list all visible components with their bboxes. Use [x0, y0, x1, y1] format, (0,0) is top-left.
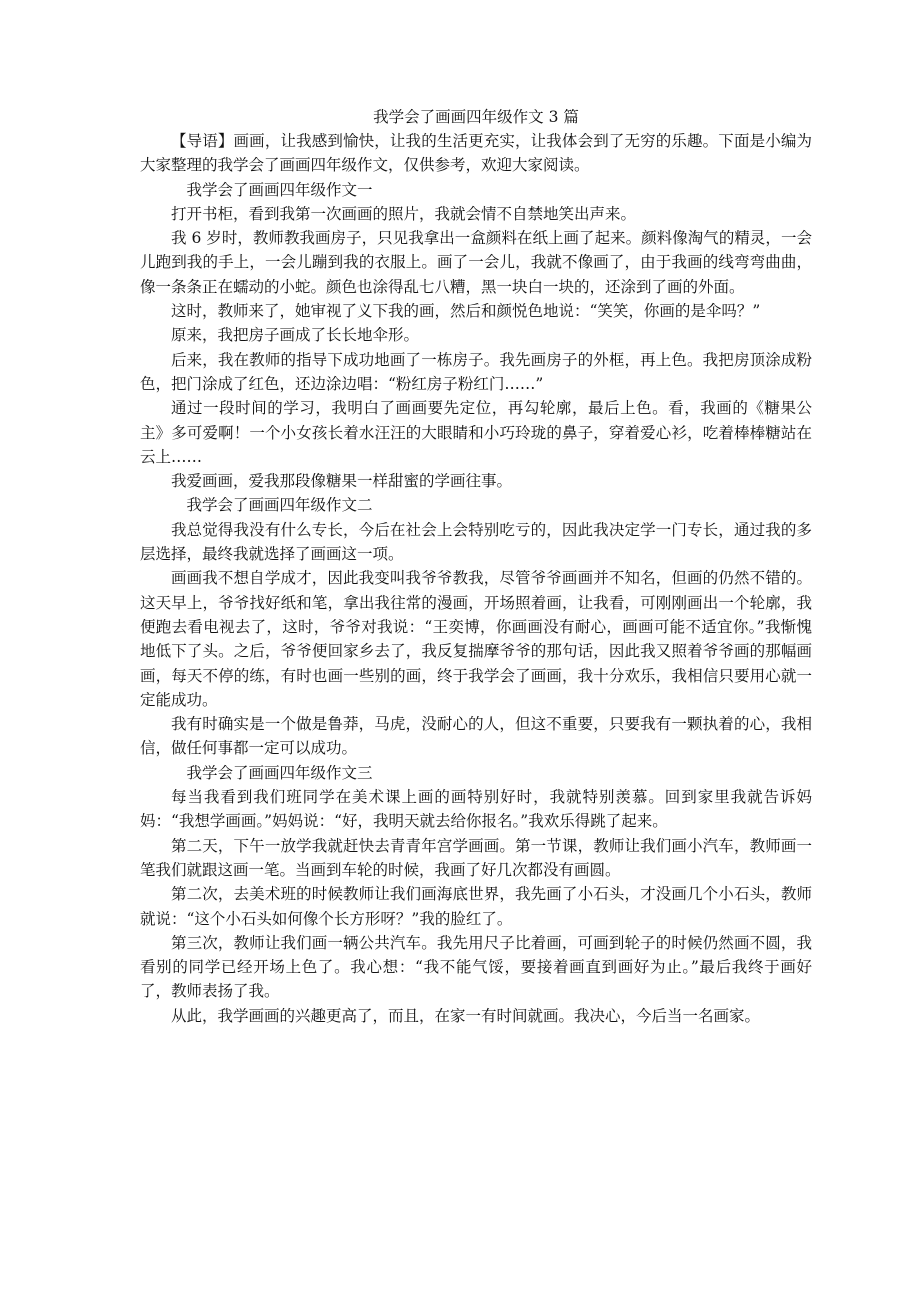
essay1-paragraph: 通过一段时间的学习，我明白了画画要先定位，再勾轮廓，最后上色。看，我画的《糖果公主》多可爱啊！一个小女孩长着水汪汪的大眼睛和小巧玲珑的鼻子，穿着爱心衫，吃着棒棒糖站在云上……: [140, 399, 812, 466]
essay1-paragraph: 原来，我把房子画成了长长地伞形。: [171, 326, 420, 345]
essay3-paragraph: 第二次，去美术班的时候教师让我们画海底世界，我先画了小石头，才没画几个小石头，教师就说：“这个小石头如何像个长方形呀？”我的脸红了。: [140, 885, 812, 928]
intro-paragraph: 【导语】画画，让我感到愉快，让我的生活更充实，让我体会到了无穷的乐趣。下面是小编为大家整理的我学会了画画四年级作文，仅供参考，欢迎大家阅读。: [140, 132, 812, 175]
essay1-paragraph: 打开书柜，看到我第一次画画的照片，我就会情不自禁地笑出声来。: [171, 204, 637, 223]
essay3-paragraph: 第二天，下午一放学我就赶快去青青年宫学画画。第一节课，教师让我们画小汽车，教师画一笔我们就跟这画一笔。当画到车轮的时候，我画了好几次都没有画圆。: [140, 836, 812, 879]
essay1-heading: 我学会了画画四年级作文一: [186, 180, 373, 199]
essay2-paragraph: 我总觉得我没有什么专长，今后在社会上会特别吃亏的，因此我决定学一门专长，通过我的多层选择，最终我就选择了画画这一项。: [140, 520, 812, 564]
essay1-paragraph: 后来，我在教师的指导下成功地画了一栋房子。我先画房子的外框，再上色。我把房顶涂成粉色，把门涂成了红色，还边涂边唱：“粉红房子粉红门……”: [140, 350, 812, 393]
essay1-paragraph: 我爱画画，爱我那段像糖果一样甜蜜的学画往事。: [171, 472, 513, 491]
essay1-paragraph: 这时，教师来了，她审视了义下我的画，然后和颜悦色地说：“笑笑，你画的是伞吗？”: [171, 302, 761, 321]
essay2-heading: 我学会了画画四年级作文二: [186, 496, 373, 515]
essay2-paragraph: 我有时确实是一个做是鲁莽，马虎，没耐心的人，但这不重要，只要我有一颗执着的心，我相信，做任何事都一定可以成功。: [140, 715, 812, 758]
essay3-paragraph: 从此，我学画画的兴趣更高了，而且，在家一有时间就画。我决心，今后当一名画家。: [171, 1006, 761, 1025]
document-page: [140, 105, 812, 1028]
document-title: 我学会了画画四年级作文 3 篇: [373, 108, 579, 126]
essay3-paragraph: 第三次，教师让我们画一辆公共汽车。我先用尺子比着画，可画到轮子的时候仍然画不圆，我看别的同学已经开场上色了。我心想：“我不能气馁，要接着画直到画好为止。”最后我终于画好了，教师表扬了我。: [140, 933, 812, 1001]
essay2-paragraph: 画画我不想自学成才，因此我变叫我爷爷教我，尽管爷爷画画并不知名，但画的仍然不错的。这天早上，爷爷找好纸和笔，拿出我往常的漫画，开场照着画，让我看，可刚刚画出一个轮廓，我便跑去看电视去了，这时，爷爷对我说：“王奕博，你画画没有耐心，画画可能不适宜你。”我惭愧地低下了头。之后，爷爷便回家乡去了，我反复揣摩爷爷的那句话，因此我又照着爷爷画的那幅画画，每天不停的练，有时也画一些别的画，终于我学会了画画，我十分欢乐，我相信只要用心就一定能成功。: [140, 569, 812, 709]
essay3-heading: 我学会了画画四年级作文三: [186, 763, 373, 782]
essay1-paragraph: 我 6 岁时，教师教我画房子，只见我拿出一盒颜料在纸上画了起来。颜料像淘气的精灵，一会儿跑到我的手上，一会儿蹦到我的衣服上。画了一会儿，我就不像画了，由于我画的线弯弯曲曲，像一条条正在蠕动的小蛇。颜色也涂得乱七八糟，黑一块白一块的，还涂到了画的外面。: [140, 229, 812, 296]
essay3-paragraph: 每当我看到我们班同学在美术课上画的画特别好时，我就特别羡慕。回到家里我就告诉妈妈：“我想学画画。”妈妈说：“好，我明天就去给你报名。”我欢乐得跳了起来。: [140, 788, 812, 831]
